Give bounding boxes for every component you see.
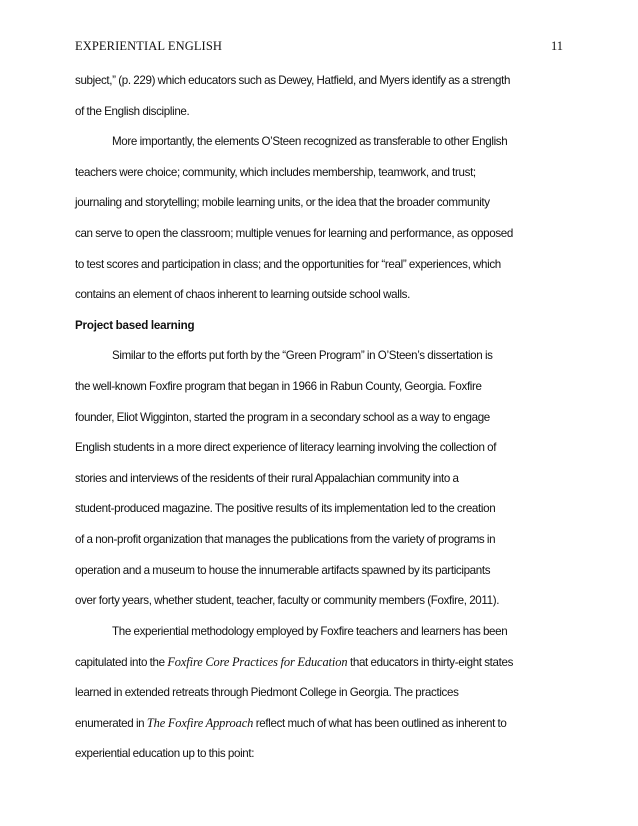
body-line: can serve to open the classroom; multiple venues for learning and performance, as opposed	[75, 226, 513, 240]
book-title: The Foxfire Approach	[146, 716, 254, 731]
body-line: founder, Eliot Wigginton, started the program in a secondary school as a way to engage	[75, 410, 490, 424]
body-line: learned in extended retreats through Piedmont College in Georgia. The practices	[75, 685, 459, 699]
body-line: contains an element of chaos inherent to learning outside school walls.	[75, 288, 410, 302]
body-line: More importantly, the elements O’Steen recognized as transferable to other English	[112, 135, 508, 149]
body-line: student-produced magazine. The positive results of its implementation led to the creation	[75, 502, 496, 516]
text-run: enumerated in	[75, 717, 147, 731]
body-line: Similar to the efforts put forth by the “Green Program” in O’Steen’s dissertation is	[112, 349, 493, 363]
body-line-with-title	[75, 654, 563, 685]
body-line: teachers were choice; community, which includes membership, teamwork, and trust;	[75, 165, 476, 179]
section-heading: Project based learning	[75, 318, 195, 332]
body-line: English students in a more direct experience of literacy learning involving the collection of	[75, 441, 497, 455]
body-line: journaling and storytelling; mobile learning units, or the idea that the broader community	[75, 196, 490, 210]
body-line: subject,” (p. 229) which educators such as Dewey, Hatfield, and Myers identify as a strength	[75, 74, 511, 87]
body-line-with-title	[75, 715, 563, 746]
text-run: that educators in thirty-eight states	[347, 656, 514, 670]
page-number: 11	[550, 39, 563, 53]
body-line: of a non-profit organization that manages the publications from the variety of programs in	[75, 532, 496, 546]
body-line: stories and interviews of the residents of their rural Appalachian community into a	[75, 471, 459, 485]
body-line: over forty years, whether student, teacher, faculty or community members (Foxfire, 2011).	[75, 594, 500, 608]
text-run: capitulated into the	[75, 656, 168, 670]
body-line: operation and a museum to house the innumerable artifacts spawned by its participants	[75, 563, 491, 577]
body-line: The experiential methodology employed by Foxfire teachers and learners has been	[112, 624, 508, 638]
text-run: reflect much of what has been outlined as inherent to	[253, 717, 507, 731]
body-line: experiential education up to this point:	[75, 747, 255, 761]
body-line: the well-known Foxfire program that began in 1966 in Rabun County, Georgia. Foxfire	[75, 379, 482, 393]
running-title: EXPERIENTIAL ENGLISH	[75, 39, 223, 53]
body-line: to test scores and participation in class; and the opportunities for “real” experiences, which	[75, 257, 501, 271]
body-text	[75, 73, 563, 777]
running-head	[75, 38, 563, 54]
book-title: Foxfire Core Practices for Education	[167, 655, 348, 670]
body-line: of the English discipline.	[75, 104, 190, 118]
